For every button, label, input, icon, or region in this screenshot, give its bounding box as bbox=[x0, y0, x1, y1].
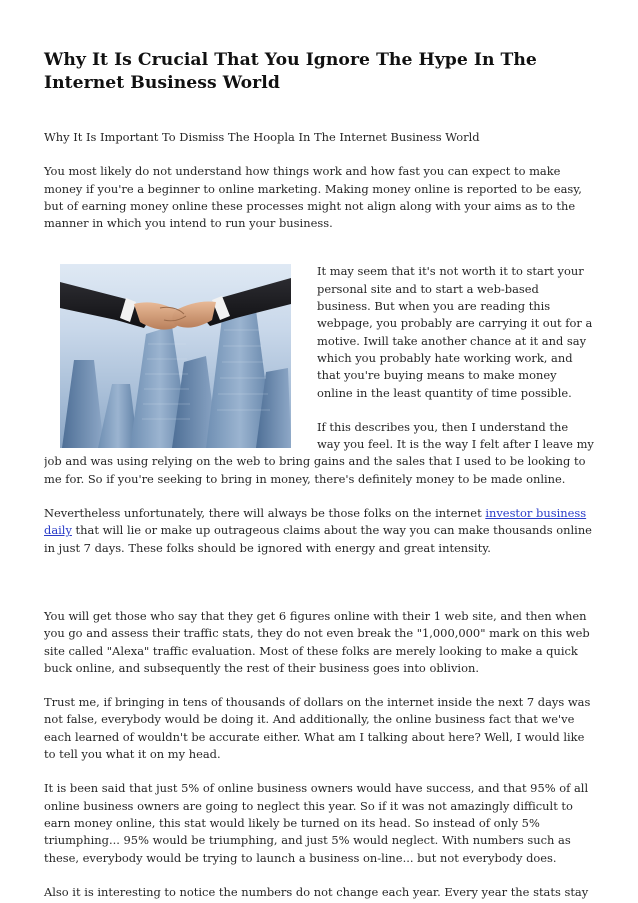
paragraph-2: It may seem that it's not worth it to start your personal site and to start a web-based business. But when you are reading this webpage, you probably are carrying it out for a motive. Iwill take another chance at it and say which you probably hate working work, and that you're buying means to make money online in the least quantity of time possible. bbox=[317, 264, 593, 400]
paragraph-4-text-b: that will lie or make up outrageous claims about the way you can make thousands online in just 7 days. These folks should be ignored with energy and great intensity. bbox=[44, 523, 592, 555]
paragraph-4 bbox=[44, 505, 594, 557]
handshake-illustration bbox=[60, 264, 291, 448]
paragraph-6: Trust me, if bringing in tens of thousands of dollars on the internet inside the next 7 days was not false, everybody would be doing it. And additionally, the online business fact that we've each learned of wouldn't be accurate either. What am I talking about here? Well, I would like to tell you what it on my head. bbox=[44, 695, 591, 762]
paragraph-3: If this describes you, then I understand the way you feel. It is the way I felt after I leave my job and was using relying on the web to bring gains and the sales that I used to be looking to me for. So if you're seeking to bring in money, there's definitely money to be made online. bbox=[44, 419, 594, 486]
paragraph-4-text-a: Nevertheless unfortunately, there will always be those folks on the internet bbox=[44, 506, 486, 521]
document-title: Why It Is Crucial That You Ignore The Hype In The Internet Business World bbox=[44, 50, 537, 93]
handshake-skyscrapers-image bbox=[60, 264, 291, 448]
investor-business-daily-link[interactable]: investor business daily bbox=[44, 506, 587, 538]
paragraph-8: Also it is interesting to notice the numbers do not change each year. Every year the stats stay bbox=[44, 884, 589, 899]
paragraph-7: It is been said that just 5% of online business owners would have success, and that 95% of all online business owners are going to neglect this year. So if it was not amazingly difficult to earn money online, this stat would likely be turned on its head. So instead of only 5% triumphing... 95% would be triumphing, and just 5% would neglect. With numbers such as these, everybody would be trying to launch a business on-line... but not everybody does. bbox=[44, 781, 589, 865]
figure-block bbox=[44, 263, 594, 488]
document-subtitle: Why It Is Important To Dismiss The Hoopla In The Internet Business World bbox=[44, 130, 480, 144]
spacer bbox=[44, 557, 594, 591]
paragraph-5: You will get those who say that they get 6 figures online with their 1 web site, and then when you go and assess their traffic stats, they do not even break the "1,000,000" mark on this web site called "Alexa" traffic evaluation. Most of these folks are merely looking to make a quick buck online, and subsequently the rest of their business goes into oblivion. bbox=[44, 608, 590, 675]
paragraph-intro: You most likely do not understand how things work and how fast you can expect to make money if you're a beginner to online marketing. Making money online is reported to be easy, but of earning money online these processes might not align along with your aims as to the manner in which you intend to run your business. bbox=[44, 164, 582, 231]
